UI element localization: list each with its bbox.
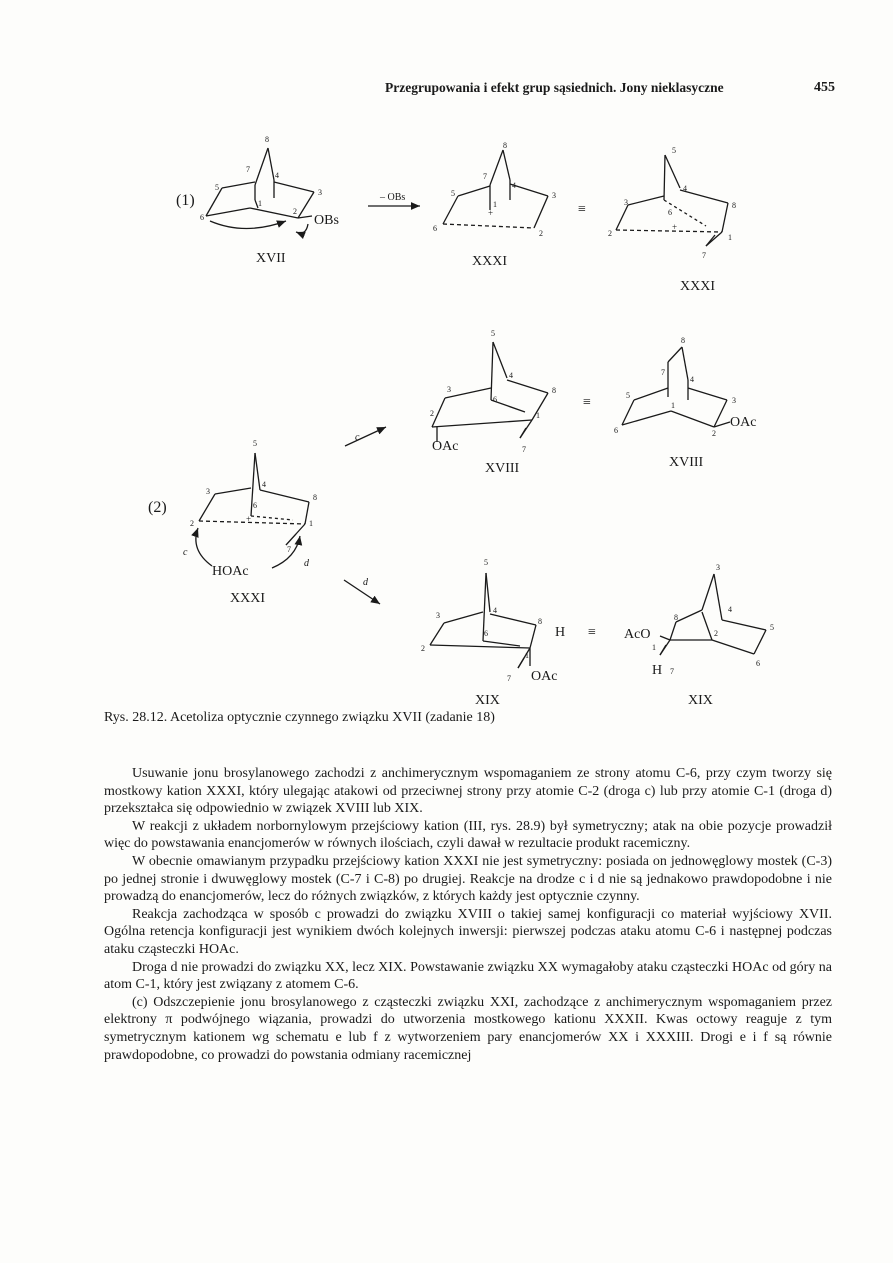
- path-d-label: d: [304, 558, 309, 569]
- atom-number: 3: [436, 611, 440, 620]
- atom-number: 6: [493, 395, 497, 404]
- compound-name-xix: XIX: [688, 693, 713, 705]
- atom-number: 1: [671, 401, 675, 410]
- atom-number: 4: [509, 371, 513, 380]
- atom-number: 8: [732, 201, 736, 210]
- atom-number: 5: [215, 183, 219, 192]
- atom-number: 5: [451, 189, 455, 198]
- plus-charge: +: [488, 208, 494, 218]
- atom-number: 8: [503, 141, 507, 150]
- equals-sign: ≡: [588, 625, 596, 640]
- body-text: [104, 765, 832, 1064]
- plus-charge: +: [246, 514, 252, 524]
- atom-number: 5: [626, 391, 630, 400]
- arrow-path-d: [344, 580, 380, 604]
- minus-obs-label: – OBs: [380, 192, 406, 203]
- hoac-label: HOAc: [212, 564, 249, 579]
- atom-number: 7: [522, 445, 526, 454]
- atom-number: 7: [507, 674, 511, 683]
- atom-number: 4: [512, 181, 516, 190]
- atom-number: 7: [702, 251, 706, 260]
- atom-number: 8: [265, 135, 269, 144]
- paragraph: Droga d nie prowadzi do związku XX, lecz XIX. Powstawanie związku XX wymagałoby ataku cząsteczki HOAc od góry na atom C-1, który jest związany z atomem C-6.: [104, 959, 832, 993]
- atom-number: 6: [756, 659, 760, 668]
- atom-number: 3: [318, 188, 322, 197]
- h-label: H: [652, 663, 663, 678]
- atom-number: 5: [491, 329, 495, 338]
- atom-number: 6: [253, 501, 257, 510]
- arrow-path-c: [345, 427, 386, 446]
- atom-number: 8: [681, 336, 685, 345]
- caption-text: Acetoliza optycznie czynnego związku XVII (zadanie 18): [169, 710, 495, 725]
- atom-number: 8: [313, 493, 317, 502]
- atom-number: 8: [674, 613, 678, 622]
- atom-number: 4: [493, 606, 497, 615]
- aco-label: AcO: [624, 627, 651, 642]
- equals-sign: ≡: [583, 395, 591, 410]
- compound-name-xviii: XVIII: [485, 461, 520, 476]
- oac-label: OAc: [730, 415, 757, 430]
- path-c-label: c: [355, 432, 360, 443]
- atom-number: 7: [287, 545, 291, 554]
- atom-number: 6: [614, 426, 618, 435]
- atom-number: 4: [275, 171, 279, 180]
- atom-number: 3: [447, 385, 451, 394]
- atom-number: 1: [536, 411, 540, 420]
- structure-xxxi-a: [443, 150, 548, 228]
- h-label: H: [555, 625, 566, 640]
- atom-number: 2: [190, 519, 194, 528]
- plus-charge: +: [672, 222, 678, 232]
- scheme-1-label: (1): [176, 192, 195, 209]
- atom-number: 5: [253, 439, 257, 448]
- atom-number: 7: [670, 667, 674, 676]
- atom-number: 3: [716, 563, 720, 572]
- atom-number: 8: [552, 386, 556, 395]
- compound-name-xxxi: XXXI: [472, 254, 507, 269]
- path-c-label: c: [183, 547, 188, 558]
- oac-label: OAc: [432, 439, 459, 454]
- atom-number: 7: [246, 165, 250, 174]
- atom-number: 5: [672, 146, 676, 155]
- atom-number: 2: [608, 229, 612, 238]
- structure-xviii-b: [622, 347, 730, 427]
- atom-number: 8: [538, 617, 542, 626]
- scheme-2-label: (2): [148, 499, 167, 516]
- atom-number: 6: [668, 208, 672, 217]
- atom-number: 1: [728, 233, 732, 242]
- atom-number: 6: [484, 629, 488, 638]
- atom-number: 2: [714, 629, 718, 638]
- atom-number: 1: [309, 519, 313, 528]
- running-title: Przegrupowania i efekt grup sąsiednich. Jony nieklasyczne: [385, 80, 724, 95]
- paragraph: W reakcji z układem norbornylowym przejściowy kation (III, rys. 28.9) był symetryczny; atak na obie pozycje prowadził więc do powstawania enancjomerów w równych ilościach, czyli dawał w rezultacie produkt racemiczny.: [104, 818, 832, 852]
- structure-xxxi-b: [616, 155, 728, 246]
- atom-number: 6: [200, 213, 204, 222]
- structure-xvii: [206, 148, 314, 233]
- atom-number: 4: [683, 184, 687, 193]
- atom-number: 7: [483, 172, 487, 181]
- atom-number: 5: [484, 558, 488, 567]
- caption-label: Rys. 28.12.: [104, 710, 168, 725]
- paragraph: W obecnie omawianym przypadku przejściowy kation XXXI nie jest symetryczny: posiada on jednowęglowy mostek (C-3) po jednej stronie i dwuwęglowy mostek (C-7 i C-8) po drugiej. Reakcje na drodze c i d nie są jednakowo prawdopodobne i nie prowadzą do enancjomerów, lecz do różnych związków, z których każdy jest optycznie czynny.: [104, 853, 832, 905]
- compound-name-xxxi: XXXI: [680, 279, 715, 294]
- atom-number: 7: [661, 368, 665, 377]
- atom-number: 2: [293, 207, 297, 216]
- equals-sign: ≡: [578, 202, 586, 217]
- paragraph: (c) Odszczepienie jonu brosylanowego z cząsteczki związku XXI, zachodzące z anchimerycznym wspomaganiem przez elektrony π podwójnego wiązania, prowadzi do utworzenia mostkowego kationu XXXII. Kwas octowy reaguje z tym symetrycznym kationem wg schematu e lub f z wytworzeniem pary enancjomerów XX i XXXIII. Drogi e i f są równie prawdopodobne, co prowadzi do powstania odmiany racemicznej: [104, 994, 832, 1063]
- structure-xxxi-c: [196, 453, 309, 568]
- structure-xix-a: [430, 573, 536, 668]
- atom-number: 4: [690, 375, 694, 384]
- atom-number: 1: [652, 643, 656, 652]
- atom-number: 1: [258, 199, 262, 208]
- atom-number: 1: [493, 200, 497, 209]
- atom-number: 5: [770, 623, 774, 632]
- figure-caption: [104, 710, 495, 726]
- oac-label: OAc: [531, 669, 558, 684]
- paragraph: Reakcja zachodząca w sposób c prowadzi do związku XVIII o takiej samej konfiguracji co materiał wyjściowy XVII. Ogólna retencja konfiguracji jest wynikiem dwóch kolejnych inwersji: pierwszej podczas ataku atomu C-6 i następnej podczas ataku cząsteczki HOAc.: [104, 906, 832, 957]
- atom-number: 2: [430, 409, 434, 418]
- atom-number: 1: [525, 651, 529, 660]
- atom-number: 4: [262, 480, 266, 489]
- paragraph: Usuwanie jonu brosylanowego zachodzi z anchimerycznym wspomaganiem ze strony atomu C-6, przy czym tworzy się mostkowy kation XXXI, który ulegając atakowi od przeciwnej strony przy atomie C-2 (droga c) lub przy atomie C-1 (droga d) przekształca się odpowiednio w związek XVIII lub XIX.: [104, 766, 832, 817]
- atom-number: 2: [712, 429, 716, 438]
- atom-number: 3: [206, 487, 210, 496]
- atom-number: 6: [433, 224, 437, 233]
- atom-number: 3: [552, 191, 556, 200]
- atom-number: 2: [539, 229, 543, 238]
- compound-name-xviii: XVIII: [669, 455, 704, 470]
- compound-name-xvii: XVII: [256, 251, 286, 266]
- path-d-label: d: [363, 577, 368, 588]
- atom-number: 2: [421, 644, 425, 653]
- obs-label: OBs: [314, 213, 339, 228]
- compound-name-xix: XIX: [475, 693, 500, 705]
- page-number: 455: [814, 80, 835, 95]
- compound-name-xxxi: XXXI: [230, 591, 265, 606]
- atom-number: 3: [624, 198, 628, 207]
- atom-number: 4: [728, 605, 732, 614]
- atom-number: 3: [732, 396, 736, 405]
